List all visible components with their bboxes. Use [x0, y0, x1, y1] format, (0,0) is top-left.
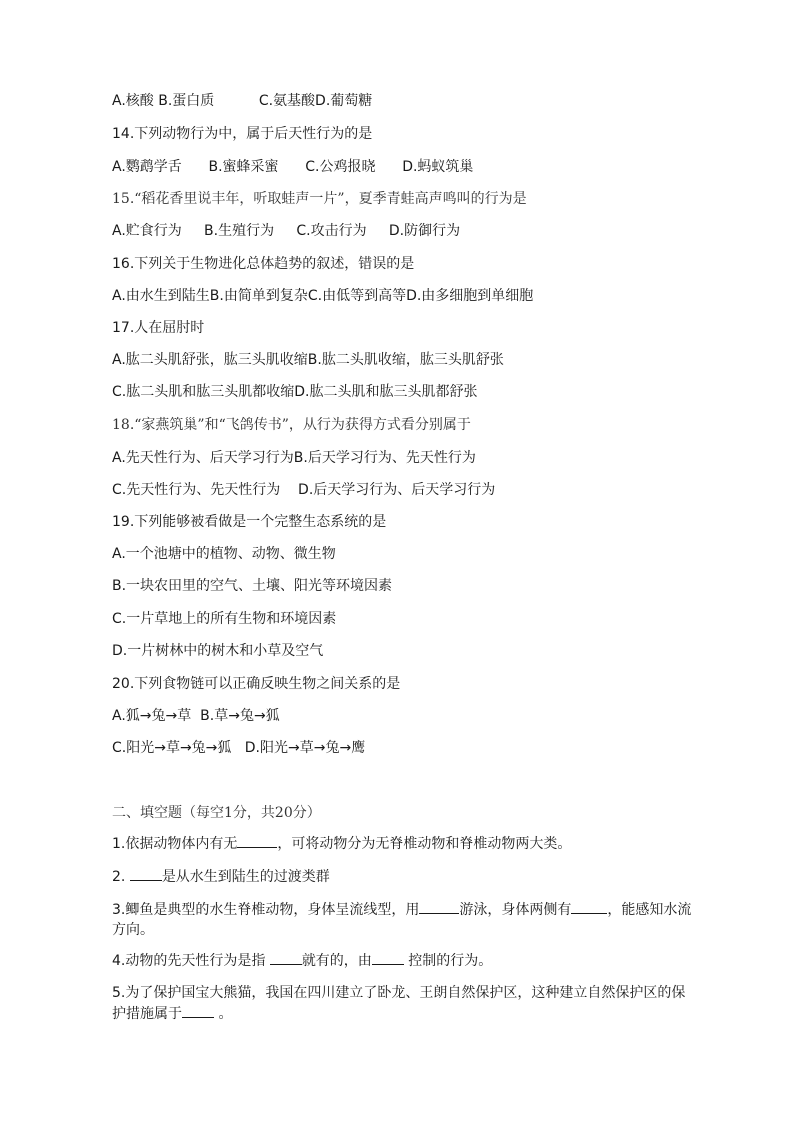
q19-option-a: A.一个池塘中的植物、动物、微生物	[112, 546, 336, 562]
q16-options	[112, 286, 533, 306]
fill-blank[interactable]	[571, 899, 607, 914]
fill-item-5-text-a: 5.为了保护国宝大熊猫，我国在四川建立了卧龙、王朗自然保护区，这种建立自然保护区的保护措施属于	[112, 985, 686, 1022]
fill-blank[interactable]	[270, 950, 302, 965]
q18-option-b: B.后天学习行为、先天性行为	[293, 450, 476, 466]
q20-stem: 20.下列食物链可以正确反映生物之间关系的是	[112, 676, 401, 692]
q17-stem: 17.人在屈肘时	[112, 320, 205, 336]
q17-option-b: B.肱二头肌收缩，肱三头肌舒张	[307, 352, 504, 368]
q16-option-d: D.由多细胞到单细胞	[406, 288, 534, 304]
fill-blank[interactable]	[372, 950, 404, 965]
section2-title: 二、填空题（每空1分，共20分）	[112, 805, 321, 821]
q18-options-row1	[112, 448, 476, 468]
q13-option-d: D.葡萄糖	[315, 93, 373, 109]
fill-item-5	[112, 983, 692, 1024]
q18-option-a: A.先天性行为、后天学习行为	[112, 450, 294, 466]
fill-item-3-text-c: ，能感知水流方向。	[112, 902, 692, 938]
fill-item-4-text-c: 控制的行为。	[403, 953, 493, 969]
fill-item-2-text-b: 是从水生到陆生的过渡类群	[161, 869, 330, 885]
q14-options	[112, 157, 473, 177]
q15-option-d: D.防御行为	[388, 223, 461, 239]
fill-item-3-text-b: 游泳，身体两侧有	[459, 902, 572, 918]
fill-blank[interactable]	[237, 833, 277, 848]
fill-item-1-text-b: ，可将动物分为无脊椎动物和脊椎动物两大类。	[277, 836, 572, 852]
fill-blank[interactable]	[130, 866, 162, 881]
q15-option-b: B.生殖行为	[204, 223, 275, 239]
q19-option-b: B.一块农田里的空气、土壤、阳光等环境因素	[112, 578, 393, 594]
q15-option-c: C.攻击行为	[296, 223, 367, 239]
q13-option-a: A.核酸	[112, 93, 154, 109]
fill-blank[interactable]	[419, 899, 459, 914]
fill-item-5-text-b: 。	[214, 1006, 233, 1022]
fill-item-4-text-a: 4.动物的先天性行为是指	[112, 953, 270, 969]
fill-item-1	[112, 833, 571, 854]
q19-option-d: D.一片树林中的树木和小草及空气	[112, 643, 324, 659]
q15-option-a: A.贮食行为	[112, 223, 182, 239]
q20-options-row2	[112, 738, 365, 758]
fill-item-4-text-b: 就有的，由	[301, 953, 372, 969]
q13-option-b: B.蛋白质	[158, 93, 215, 109]
q14-option-d: D.蚂蚁筑巢	[402, 159, 474, 175]
q17-option-d: D.肱二头肌和肱三头肌都舒张	[294, 384, 478, 400]
q20-option-b: B.草→兔→狐	[200, 708, 280, 724]
q13-options	[112, 91, 372, 111]
q18-option-d: D.后天学习行为、后天学习行为	[298, 482, 496, 498]
q16-stem: 16.下列关于生物进化总体趋势的叙述，错误的是	[112, 256, 415, 272]
fill-item-2-text-a: 2.	[112, 869, 130, 885]
q17-option-a: A.肱二头肌舒张，肱三头肌收缩	[112, 352, 308, 368]
q17-options-row2	[112, 382, 477, 402]
fill-item-3-text-a: 3.鲫鱼是典型的水生脊椎动物，身体呈流线型，用	[112, 902, 420, 918]
q20-option-d: D.阳光→草→兔→鹰	[244, 740, 366, 756]
q15-options	[112, 221, 460, 241]
fill-item-3	[112, 899, 692, 940]
q15-stem: 15.“稻花香里说丰年，听取蛙声一片”，夏季青蛙高声鸣叫的行为是	[112, 191, 527, 207]
q18-stem: 18.“家燕筑巢”和“飞鸽传书”，从行为获得方式看分别属于	[112, 417, 471, 433]
fill-item-1-text-a: 1.依据动物体内有无	[112, 836, 238, 852]
q18-options-row2	[112, 480, 495, 500]
q14-option-b: B.蜜蜂采蜜	[208, 159, 279, 175]
q17-options-row1	[112, 350, 504, 370]
q16-option-a: A.由水生到陆生	[112, 288, 210, 304]
q16-option-c: C.由低等到高等	[307, 288, 407, 304]
q20-options-row1	[112, 706, 280, 726]
q19-stem: 19.下列能够被看做是一个完整生态系统的是	[112, 514, 387, 530]
q19-option-c: C.一片草地上的所有生物和环境因素	[112, 611, 337, 627]
fill-item-2	[112, 866, 330, 887]
q20-option-a: A.狐→兔→草	[112, 708, 192, 724]
fill-item-4	[112, 950, 492, 971]
fill-blank[interactable]	[182, 1003, 214, 1018]
q20-option-c: C.阳光→草→兔→狐	[112, 740, 232, 756]
q14-option-a: A.鹦鹉学舌	[112, 159, 182, 175]
q13-option-c: C.氨基酸	[258, 93, 316, 109]
q14-option-c: C.公鸡报晓	[305, 159, 376, 175]
q14-stem: 14.下列动物行为中，属于后天性行为的是	[112, 126, 373, 142]
q18-option-c: C.先天性行为、先天性行为	[112, 482, 281, 498]
q16-option-b: B.由简单到复杂	[209, 288, 308, 304]
q17-option-c: C.肱二头肌和肱三头肌都收缩	[112, 384, 295, 400]
